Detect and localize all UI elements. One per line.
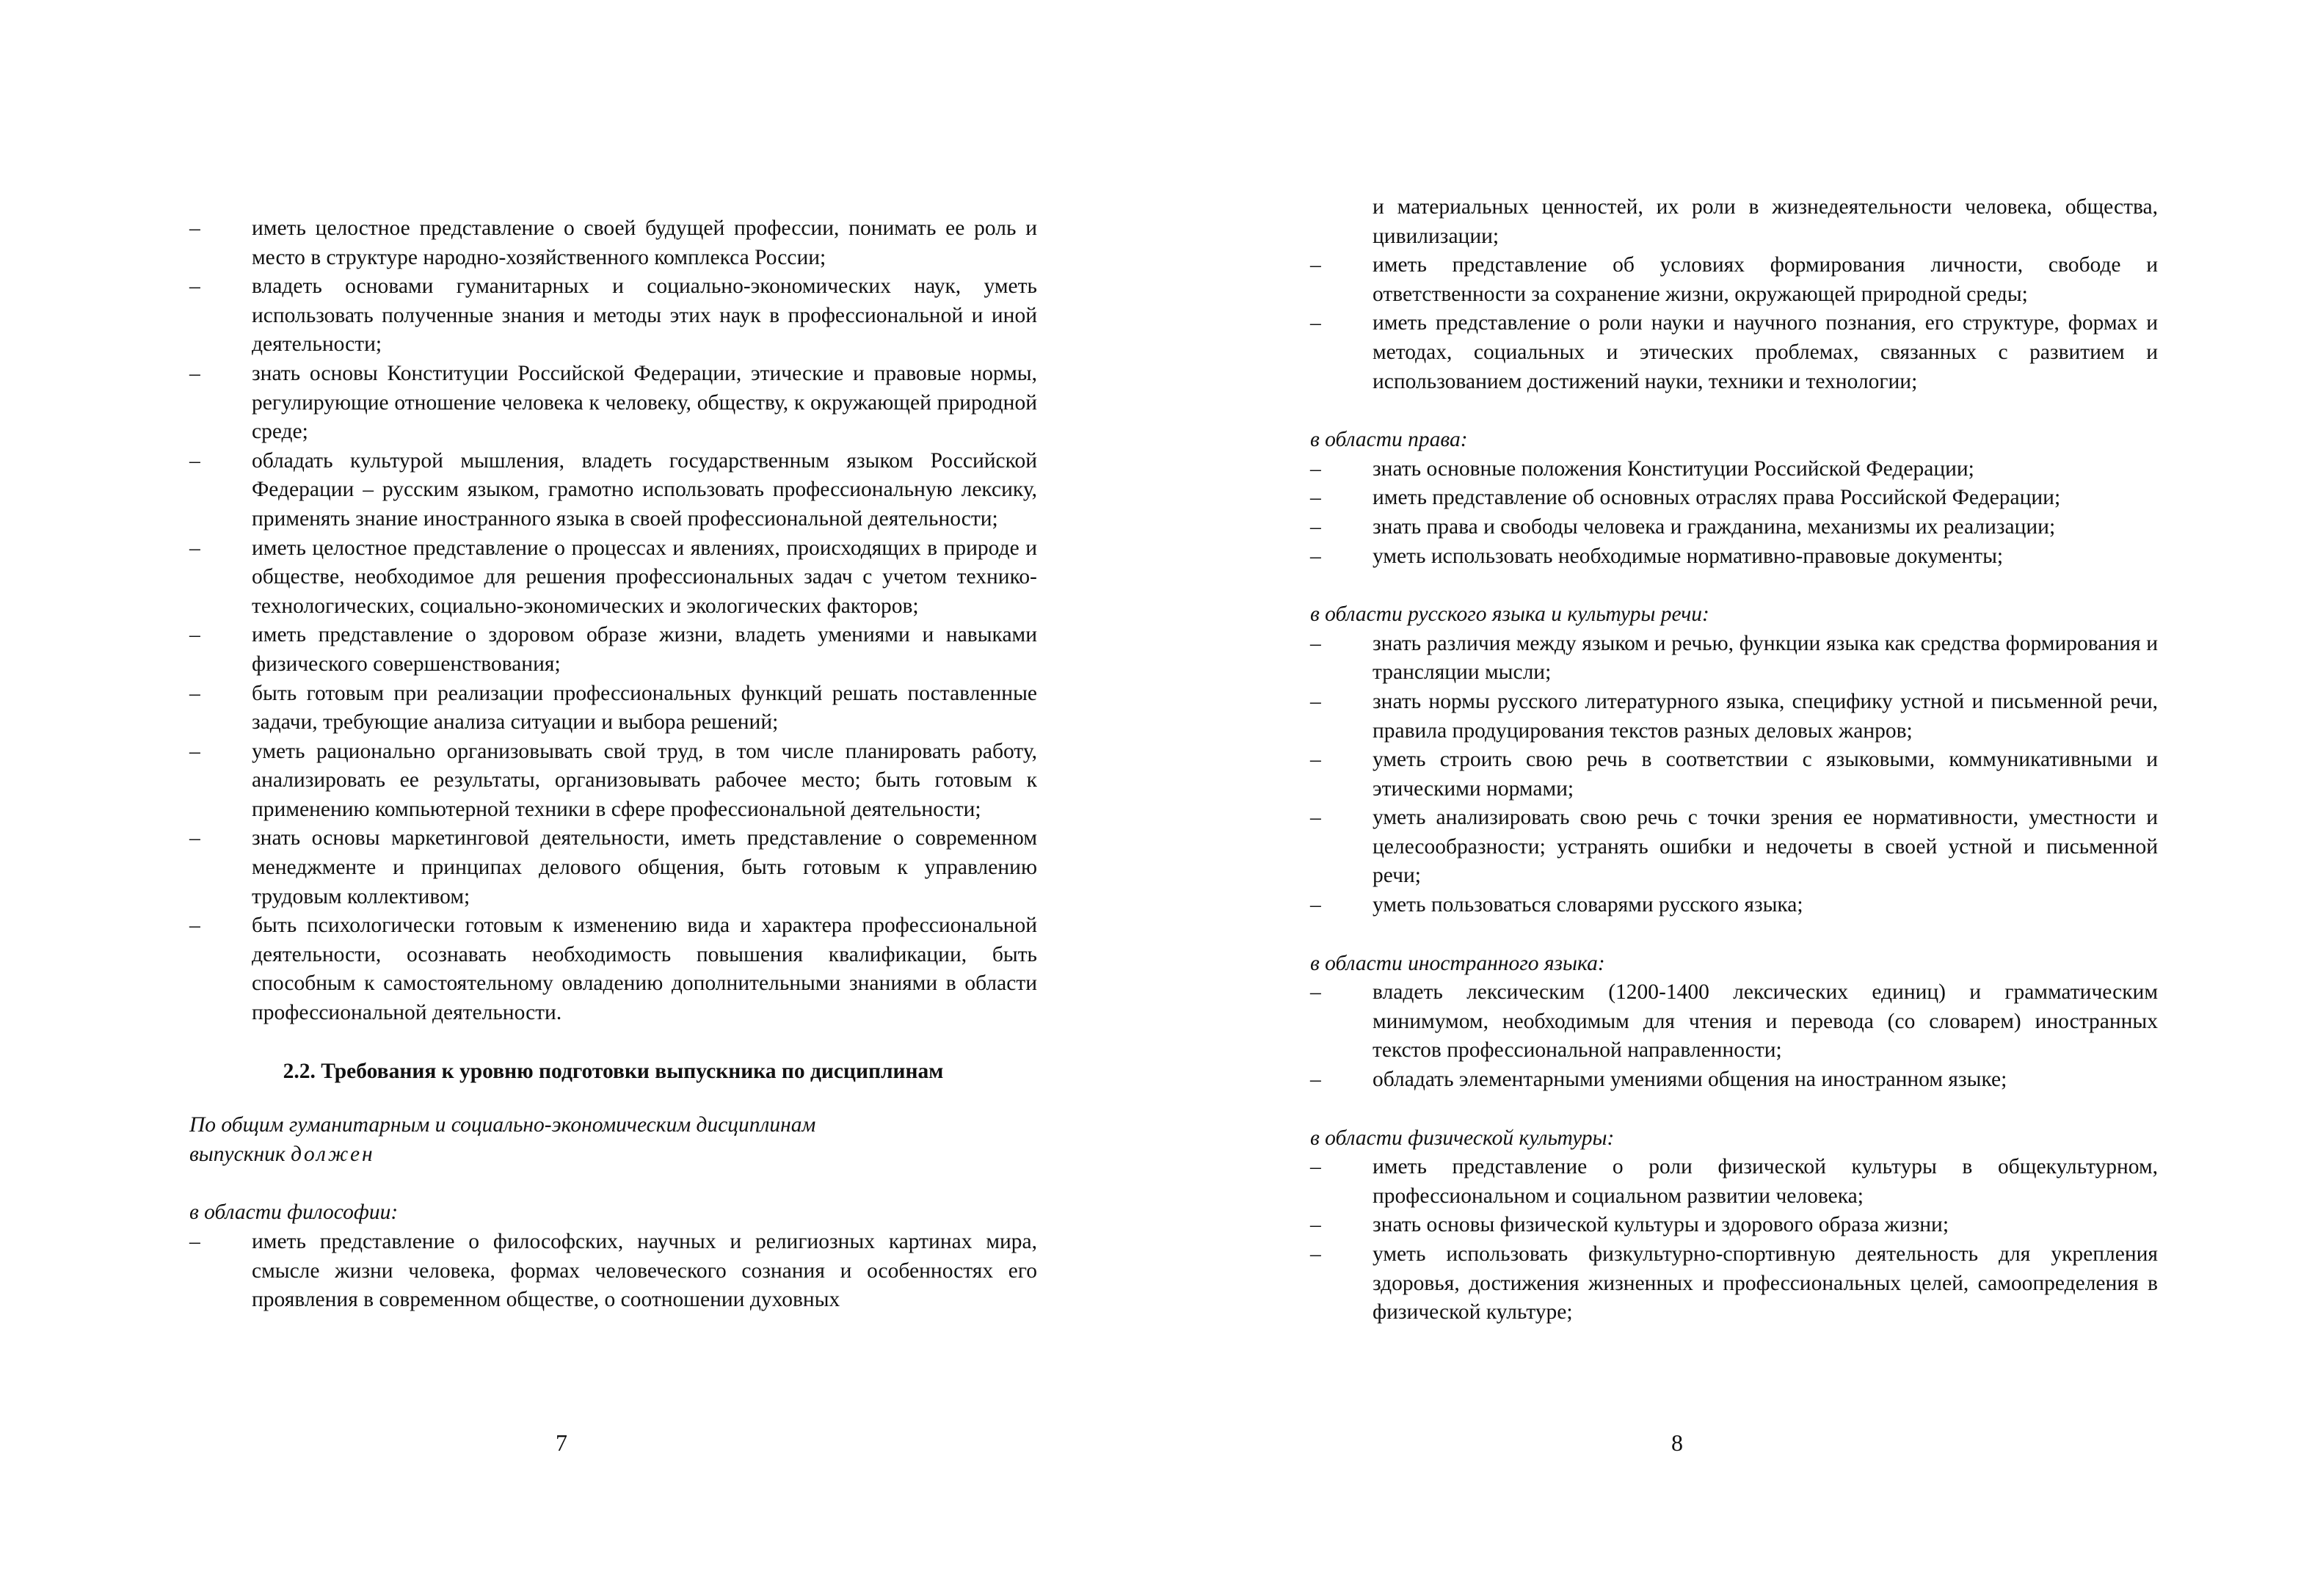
bullet-dash: – (1310, 980, 1321, 1005)
list-item: – быть готовым при реализации профессиональных функций решать поставленные задачи, требующие анализа ситуации и выбора решений; (189, 679, 1037, 737)
bullet-dash: – (189, 536, 200, 560)
list-item: – иметь целостное представление о процессах и явлениях, происходящих в природе и обществе, необходимое для решения профессиональных задач с учетом технико-технологических, социально-экономических и экологических факторов; (189, 534, 1037, 622)
bullet-dash: – (1310, 893, 1321, 917)
bullet-dash: – (1310, 311, 1321, 335)
page-number: 8 (1671, 1429, 1683, 1456)
bullet-dash: – (189, 361, 200, 385)
bullet-dash: – (1310, 631, 1321, 655)
bullet-dash: – (1310, 1213, 1321, 1237)
page-8-text (1310, 193, 2158, 1327)
bullet-dash: – (1310, 1155, 1321, 1179)
list-item: – знать основы физической культуры и здорового образа жизни; (1310, 1211, 2158, 1240)
list-item: – уметь пользоваться словарями русского языка; (1310, 891, 2158, 920)
bullet-dash: – (1310, 486, 1321, 510)
foreign-title: в области иностранного языка: (1310, 951, 1605, 975)
list-item: – уметь строить свою речь в соответствии с языковыми, коммуникативными и этическими нормами; (1310, 746, 2158, 804)
page-8 (1156, 0, 2312, 1596)
bullet-dash: – (1310, 689, 1321, 713)
continued-text: и материальных ценностей, их роли в жизнедеятельности человека, общества, цивилизации; (1373, 195, 2158, 248)
list-item: – обладать элементарными умениями общения на иностранном языке; (1310, 1065, 2158, 1095)
intro-line-1: По общим гуманитарным и социально-экономическим дисциплинам (189, 1113, 816, 1137)
bullet-dash: – (1310, 806, 1321, 830)
list-item: – иметь представление о философских, научных и религиозных картинах мира, смысле жизни человека, формах человеческого сознания и особенностях его проявления в современном обществе, о соотношении духовных (189, 1228, 1037, 1315)
list-item: – владеть основами гуманитарных и социально-экономических наук, уметь использовать полученные знания и методы этих наук в профессиональной и иной деятельности; (189, 272, 1037, 360)
list-item: – обладать культурой мышления, владеть государственным языком Российской Федерации – русским языком, грамотно использовать профессиональную лексику, применять знание иностранного языка в своей профессиональной деятельности; (189, 447, 1037, 534)
list-item: – знать основы маркетинговой деятельности, иметь представление о современном менеджменте и принципах делового общения, быть готовым к управлению трудовым коллективом; (189, 824, 1037, 911)
bullet-dash: – (189, 623, 200, 647)
list-item: – иметь представление о роли науки и научного познания, его структуре, формах и методах, социальных и этических проблемах, связанных с развитием и использованием достижений науки, техники и технологии; (1310, 309, 2158, 396)
bullet-dash: – (1310, 544, 1321, 568)
page-number: 7 (556, 1429, 567, 1456)
bullet-dash: – (1310, 748, 1321, 772)
bullet-dash: – (1310, 1242, 1321, 1266)
section-intro (189, 1111, 1037, 1169)
bullet-dash: – (189, 216, 200, 240)
list-item: – уметь анализировать свою речь с точки зрения ее нормативности, уместности и целесообразности; устранять ошибки и недочеты в своей устной и письменной речи; (1310, 804, 2158, 891)
bullet-dash: – (189, 826, 200, 850)
list-item: – иметь представление о здоровом образе жизни, владеть умениями и навыками физического совершенствования; (189, 621, 1037, 679)
list-item: – знать различия между языком и речью, функции языка как средства формирования и трансляции мысли; (1310, 630, 2158, 688)
list-item: – иметь представление о роли физической культуры в общекультурном, профессиональном и социальном развитии человека; (1310, 1153, 2158, 1211)
bullet-dash: – (1310, 456, 1321, 481)
list-item: – иметь представление об основных отраслях права Российской Федерации; (1310, 484, 2158, 513)
list-item: – уметь использовать физкультурно-спортивную деятельность для укрепления здоровья, достижения жизненных и профессиональных целей, самоопределения в физической культуре; (1310, 1240, 2158, 1327)
bullet-dash: – (189, 1230, 200, 1253)
page-7-text (189, 214, 1037, 1315)
list-item: – знать основные положения Конституции Российской Федерации; (1310, 455, 2158, 484)
list-item: – знать основы Конституции Российской Федерации, этические и правовые нормы, регулирующие отношение человека к человеку, обществу, к окружающей природной среде; (189, 360, 1037, 447)
bullet-dash: – (189, 274, 200, 299)
bullet-dash: – (1310, 514, 1321, 539)
list-item: – уметь использовать необходимые нормативно-правовые документы; (1310, 542, 2158, 572)
list-item: – быть психологически готовым к изменению вида и характера профессиональной деятельности, осознавать необходимость повышения квалификации, быть способным к самостоятельному овладению дополнительными знаниями в области профессиональной деятельности. (189, 911, 1037, 1027)
bullet-dash: – (189, 914, 200, 938)
intro-line-2: выпускник должен (189, 1142, 375, 1166)
bullet-dash: – (189, 681, 200, 705)
bullet-dash: – (189, 448, 200, 473)
list-item: – иметь представление об условиях формирования личности, свободе и ответственности за сохранение жизни, окружающей природной среды; (1310, 251, 2158, 309)
list-item: – уметь рационально организовывать свой труд, в том числе планировать работу, анализировать ее результаты, организовывать рабочее место; быть готовым к применению компьютерной техники в сфере профессиональной деятельности; (189, 737, 1037, 825)
list-item: – иметь целостное представление о своей будущей профессии, понимать ее роль и место в структуре народно-хозяйственного комплекса России; (189, 214, 1037, 272)
bullet-dash: – (1310, 1068, 1321, 1092)
bullet-dash: – (189, 739, 200, 763)
bullet-dash: – (1310, 253, 1321, 277)
physical-title: в области физической культуры: (1310, 1126, 1615, 1150)
russian-title: в области русского языка и культуры речи: (1310, 602, 1709, 627)
philosophy-title: в области философии: (189, 1200, 399, 1225)
list-item: – знать нормы русского литературного языка, специфику устной и письменной речи, правила продуцирования текстов разных деловых жанров; (1310, 688, 2158, 746)
list-item: – знать права и свободы человека и гражданина, механизмы их реализации; (1310, 513, 2158, 542)
list-item: – владеть лексическим (1200-1400 лексических единиц) и грамматическим минимумом, необходимым для чтения и перевода (со словарем) иностранных текстов профессиональной направленности; (1310, 978, 2158, 1065)
section-heading: 2.2. Требования к уровню подготовки выпускника по дисциплинам (283, 1059, 944, 1083)
law-title: в области права: (1310, 428, 1468, 452)
